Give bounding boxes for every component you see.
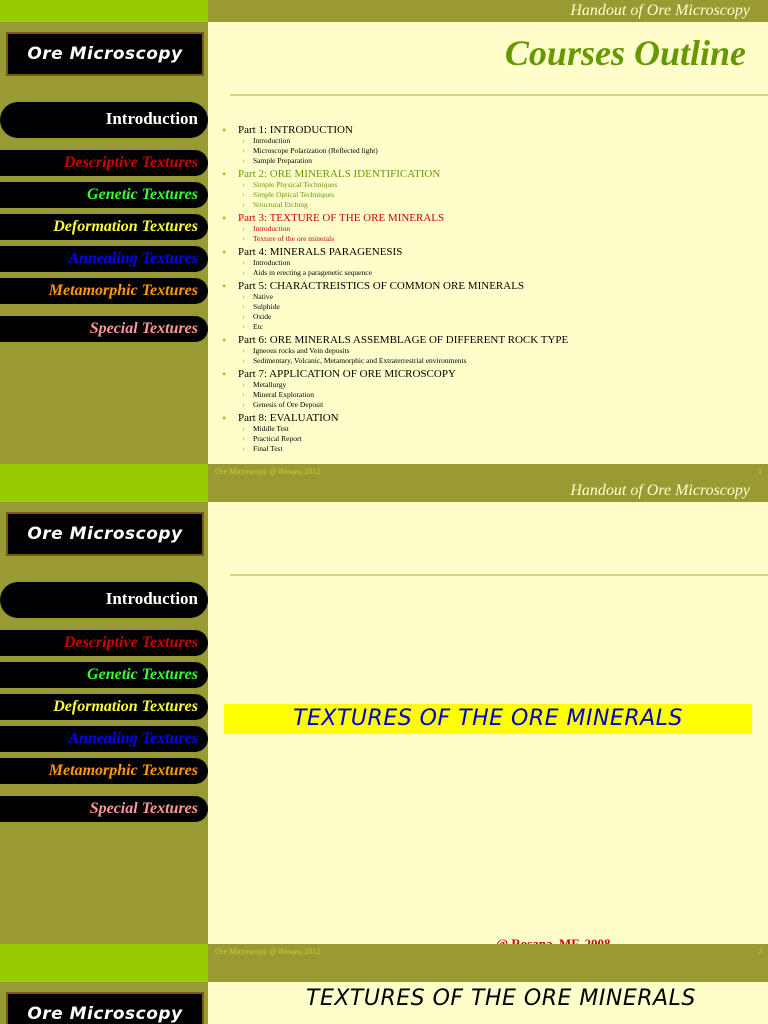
nav-special-textures[interactable]: Special Textures [0,796,208,822]
slide-footer [0,944,768,960]
outline-subitem: › Genesis of Ore Deposit [222,400,762,410]
outline-subitem: › Introduction [222,258,762,268]
outline-subitem: › Simple Physical Techniques [222,180,762,190]
sidebar [0,502,208,944]
logo: Ore Microscopy [6,512,204,556]
nav-annealing-textures[interactable]: Annealing Textures [0,246,208,272]
outline-part: • Part 8: EVALUATION [222,412,762,424]
page-number: 2 [758,947,762,956]
outline-part: • Part 1: INTRODUCTION [222,124,762,136]
nav-deformation-textures[interactable]: Deformation Textures [0,214,208,240]
nav-annealing-textures[interactable]: Annealing Textures [0,726,208,752]
page-number: 1 [758,467,762,476]
logo: Ore Microscopy [6,992,204,1024]
outline-subitem: › Aids in erecting a paragenetic sequence [222,268,762,278]
outline-subitem: › Oxide [222,312,762,322]
nav-descriptive-textures[interactable]: Descriptive Textures [0,150,208,176]
outline-subitem: › Sulphide [222,302,762,312]
outline-subitem: › Microscope Polarization (Reflected light) [222,146,762,156]
nav-metamorphic-textures[interactable]: Metamorphic Textures [0,758,208,784]
outline-subitem: › Structural Etching [222,200,762,210]
nav-deformation-textures[interactable]: Deformation Textures [0,694,208,720]
slide-3 [0,960,768,1024]
outline-subitem: › Introduction [222,224,762,234]
slide-header-bar [0,480,768,502]
slide-header-bar [0,0,768,22]
footer-text: Ore Microscopy @ Rosana 2012 [215,467,321,476]
outline-subitem: › Practical Report [222,434,762,444]
outline-part: • Part 6: ORE MINERALS ASSEMBLAGE OF DIFFERENT ROCK TYPE [222,334,762,346]
slide-header-bar [0,960,768,982]
course-outline [222,122,762,454]
slide-1 [0,0,768,480]
outline-part: • Part 7: APPLICATION OF ORE MICROSCOPY [222,368,762,380]
outline-subitem: › Simple Optical Techniques [222,190,762,200]
outline-subitem: › Middle Test [222,424,762,434]
handout-header: Handout of Ore Microscopy [570,482,750,499]
nav-metamorphic-textures[interactable]: Metamorphic Textures [0,278,208,304]
outline-part: • Part 4: MINERALS PARAGENESIS [222,246,762,258]
nav-descriptive-textures[interactable]: Descriptive Textures [0,630,208,656]
outline-subitem: › Native [222,292,762,302]
slide-2 [0,480,768,960]
slide-title: TEXTURES OF THE ORE MINERALS [306,986,696,1011]
nav-genetic-textures[interactable]: Genetic Textures [0,182,208,208]
outline-subitem: › Texture of the ore minerals [222,234,762,244]
nav-genetic-textures[interactable]: Genetic Textures [0,662,208,688]
outline-part: • Part 2: ORE MINERALS IDENTIFICATION [222,168,762,180]
outline-subitem: › Etc [222,322,762,332]
outline-subitem: › Igneous rocks and Vein deposits [222,346,762,356]
outline-part: • Part 5: CHARACTREISTICS OF COMMON ORE MINERALS [222,280,762,292]
title-divider [230,94,768,96]
outline-subitem: › Metallurgy [222,380,762,390]
slide-footer [0,464,768,480]
outline-subitem: › Final Test [222,444,762,454]
outline-part: • Part 3: TEXTURE OF THE ORE MINERALS [222,212,762,224]
nav-introduction[interactable]: Introduction [0,102,208,138]
footer-text: Ore Microscopy @ Rosana 2012 [215,947,321,956]
sidebar [0,982,208,1024]
outline-subitem: › Introduction [222,136,762,146]
nav-introduction[interactable]: Introduction [0,582,208,618]
slide-title: Courses Outline [504,33,746,73]
section-banner: TEXTURES OF THE ORE MINERALS [224,704,752,734]
outline-subitem: › Sample Preparation [222,156,762,166]
outline-subitem: › Sedimentary, Volcanic, Metamorphic and Extraterrestrial environments [222,356,762,366]
nav-special-textures[interactable]: Special Textures [0,316,208,342]
logo: Ore Microscopy [6,32,204,76]
outline-subitem: › Mineral Exploration [222,390,762,400]
handout-header: Handout of Ore Microscopy [570,2,750,19]
sidebar [0,22,208,464]
title-divider [230,574,768,576]
